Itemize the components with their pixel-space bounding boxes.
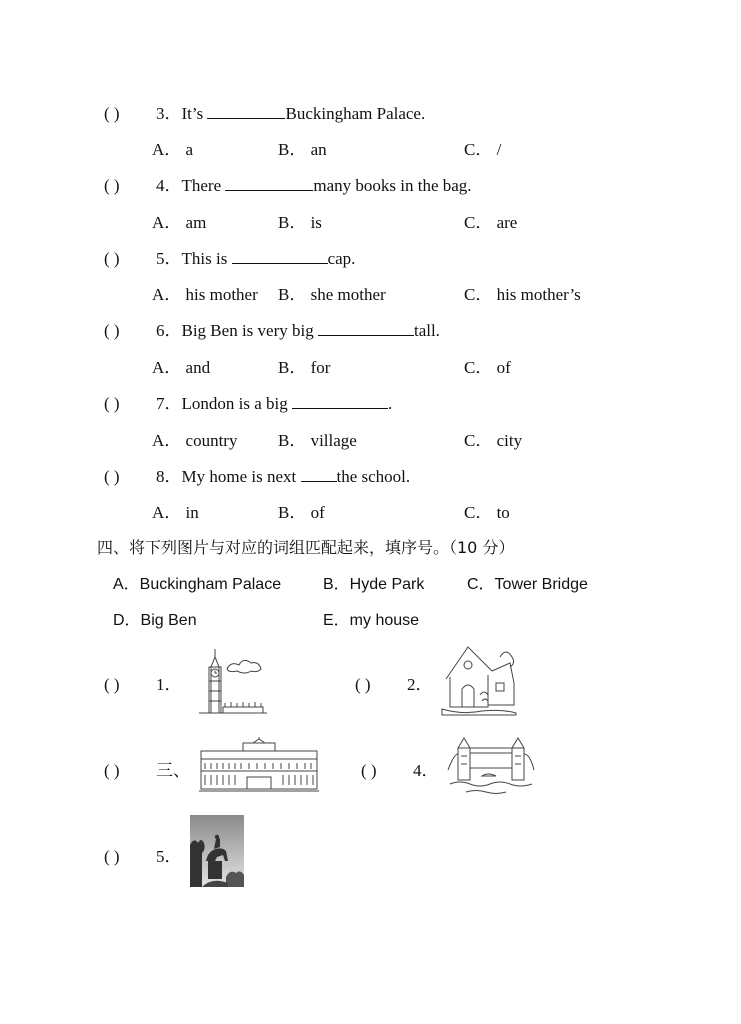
question-8 bbox=[104, 462, 410, 487]
house-icon bbox=[440, 643, 518, 717]
option-c[interactable]: C． / bbox=[464, 140, 502, 159]
match-label: 三、 bbox=[156, 761, 190, 780]
answer-paren[interactable]: ( ) bbox=[104, 176, 120, 195]
fill-blank[interactable] bbox=[207, 104, 285, 119]
question-text-after: . bbox=[388, 394, 393, 413]
section-4-heading: 四、将下列图片与对应的词组匹配起来，填序号。（10 分） bbox=[97, 538, 515, 557]
option-c[interactable]: C． to bbox=[464, 503, 510, 522]
fill-blank[interactable] bbox=[232, 249, 328, 264]
match-item-4 bbox=[361, 756, 439, 781]
match-item-3 bbox=[104, 756, 190, 781]
choice-e: E．my house bbox=[323, 612, 420, 629]
question-4 bbox=[104, 171, 472, 196]
tower-bridge-icon bbox=[446, 734, 536, 798]
answer-paren[interactable]: ( ) bbox=[361, 761, 377, 780]
option-a[interactable]: A． country bbox=[152, 431, 238, 450]
question-text-after: Buckingham Palace. bbox=[285, 104, 426, 123]
question-text-before: London is a big bbox=[181, 394, 288, 413]
question-number: 6． bbox=[156, 321, 182, 340]
option-a[interactable]: A． in bbox=[152, 503, 199, 522]
answer-paren[interactable]: ( ) bbox=[104, 104, 120, 123]
option-a[interactable]: A． am bbox=[152, 213, 207, 232]
question-number: 7． bbox=[156, 394, 182, 413]
answer-paren[interactable]: ( ) bbox=[104, 467, 120, 486]
question-3 bbox=[104, 99, 425, 124]
choice-c: C．Tower Bridge bbox=[467, 576, 588, 593]
option-c[interactable]: C． are bbox=[464, 213, 518, 232]
question-text-before: Big Ben is very big bbox=[181, 321, 314, 340]
option-b[interactable]: B． she mother bbox=[278, 285, 386, 304]
question-number: 4． bbox=[156, 176, 182, 195]
answer-paren[interactable]: ( ) bbox=[104, 761, 120, 780]
match-label: 2． bbox=[407, 675, 433, 694]
match-item-2 bbox=[355, 670, 433, 695]
question-text-before: This is bbox=[181, 249, 228, 268]
question-7 bbox=[104, 389, 392, 414]
question-number: 8． bbox=[156, 467, 182, 486]
palace-icon bbox=[199, 737, 319, 793]
statue-icon bbox=[190, 815, 244, 887]
match-label: 5． bbox=[156, 847, 182, 866]
answer-paren[interactable]: ( ) bbox=[355, 675, 371, 694]
option-b[interactable]: B． of bbox=[278, 503, 325, 522]
question-text-after: the school. bbox=[336, 467, 411, 486]
option-c[interactable]: C． of bbox=[464, 358, 511, 377]
fill-blank[interactable] bbox=[225, 176, 313, 191]
match-label: 1． bbox=[156, 675, 182, 694]
match-label: 4． bbox=[413, 761, 439, 780]
question-text-after: tall. bbox=[413, 321, 440, 340]
fill-blank[interactable] bbox=[292, 394, 388, 409]
question-6 bbox=[104, 316, 440, 341]
option-b[interactable]: B． for bbox=[278, 358, 331, 377]
option-b[interactable]: B． an bbox=[278, 140, 327, 159]
option-c[interactable]: C． city bbox=[464, 431, 523, 450]
option-a[interactable]: A． a bbox=[152, 140, 194, 159]
question-text-before: It’s bbox=[181, 104, 204, 123]
question-5 bbox=[104, 244, 355, 269]
fill-blank[interactable] bbox=[318, 321, 414, 336]
fill-blank[interactable] bbox=[301, 467, 337, 482]
option-c[interactable]: C． his mother’s bbox=[464, 285, 581, 304]
answer-paren[interactable]: ( ) bbox=[104, 394, 120, 413]
question-text-before: There bbox=[181, 176, 222, 195]
option-a[interactable]: A． and bbox=[152, 358, 211, 377]
question-text-after: cap. bbox=[327, 249, 356, 268]
question-number: 3． bbox=[156, 104, 182, 123]
choice-d: D．Big Ben bbox=[113, 612, 197, 629]
question-text-after: many books in the bag. bbox=[313, 176, 472, 195]
answer-paren[interactable]: ( ) bbox=[104, 675, 120, 694]
answer-paren[interactable]: ( ) bbox=[104, 321, 120, 340]
option-a[interactable]: A． his mother bbox=[152, 285, 258, 304]
match-item-1 bbox=[104, 670, 182, 695]
choice-a: A．Buckingham Palace bbox=[113, 576, 282, 593]
answer-paren[interactable]: ( ) bbox=[104, 249, 120, 268]
question-number: 5． bbox=[156, 249, 182, 268]
big-ben-icon bbox=[197, 645, 269, 715]
option-b[interactable]: B． is bbox=[278, 213, 322, 232]
option-b[interactable]: B． village bbox=[278, 431, 357, 450]
question-text-before: My home is next bbox=[181, 467, 297, 486]
answer-paren[interactable]: ( ) bbox=[104, 847, 120, 866]
choice-b: B．Hyde Park bbox=[323, 576, 425, 593]
match-item-5 bbox=[104, 842, 182, 867]
